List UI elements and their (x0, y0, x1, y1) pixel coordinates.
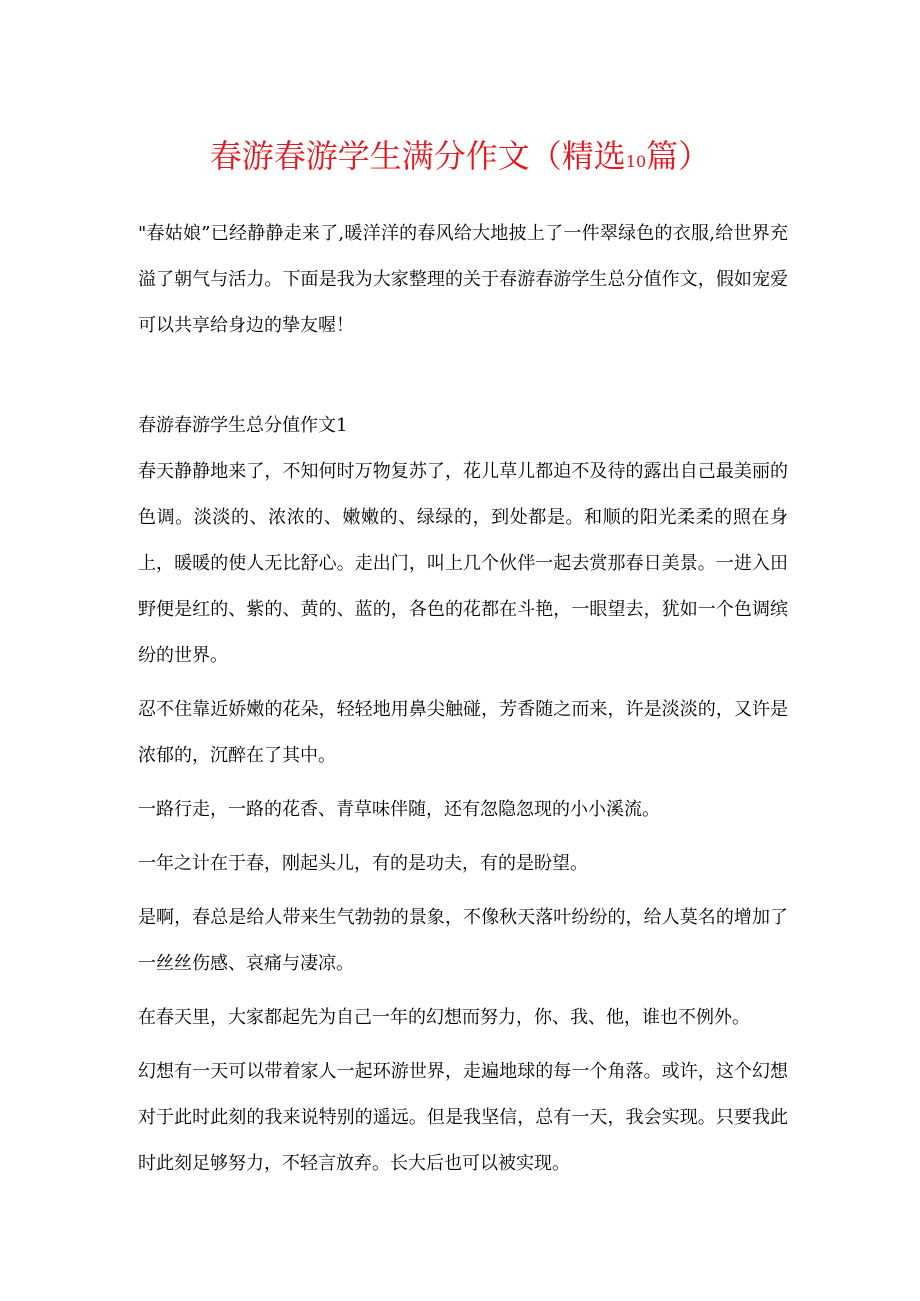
essay-paragraph-3: 一路行走，一路的花香、青草味伴随，还有忽隐忽现的小小溪流。 (138, 799, 660, 820)
essay-paragraph-2: 忍不住靠近娇嫩的花朵，轻轻地用鼻尖触碰，芳香随之而来，许是淡淡的，又许是浓郁的，沉醉在了其中。 (138, 699, 788, 766)
title-main: 春游春游学生满分作文（精选 (209, 137, 626, 175)
essay-paragraph-6: 在春天里，大家都起先为自己一年的幻想而努力，你、我、他，谁也不例外。 (138, 1007, 750, 1028)
document-title (0, 132, 920, 186)
essay-paragraph-7: 幻想有一天可以带着家人一起环游世界，走遍地球的每一个角落。或许，这个幻想对于此时此刻的我来说特别的遥远。但是我坚信，总有一天，我会实现。只要我此时此刻足够努力，不轻言放弃。长大后也可以被实现。 (138, 1061, 788, 1174)
title-number: 10 (625, 152, 647, 171)
essay-paragraph-5: 是啊，春总是给人带来生气勃勃的景象，不像秋天落叶纷纷的，给人莫名的增加了一丝丝伤感、哀痛与凄凉。 (138, 907, 788, 974)
intro-paragraph: "春姑娘”已经静静走来了,暖洋洋的春风给大地披上了一件翠绿色的衣服,给世界充溢了朝气与活力。下面是我为大家整理的关于春游春游学生总分值作文，假如宠爱可以共享给身边的挚友喔！ (138, 223, 788, 336)
section-heading: 春游春游学生总分值作文1 (138, 415, 348, 436)
title-end: 篇） (646, 137, 711, 175)
essay-section (138, 403, 788, 1195)
essay-paragraph-4: 一年之计在于春，刚起头儿，有的是功夫，有的是盼望。 (138, 853, 588, 874)
essay-paragraph-1: 春天静静地来了，不知何时万物复苏了，花儿草儿都迫不及待的露出自己最美丽的色调。淡淡的、浓浓的、嫩嫩的、绿绿的，到处都是。和顺的阳光柔柔的照在身上，暖暖的使人无比舒心。走出门，叫上几个伙伴一起去赏那春日美景。一进入田野便是红的、紫的、黄的、蓝的，各色的花都在斗艳，一眼望去，犹如一个色调缤纷的世界。 (138, 461, 788, 666)
